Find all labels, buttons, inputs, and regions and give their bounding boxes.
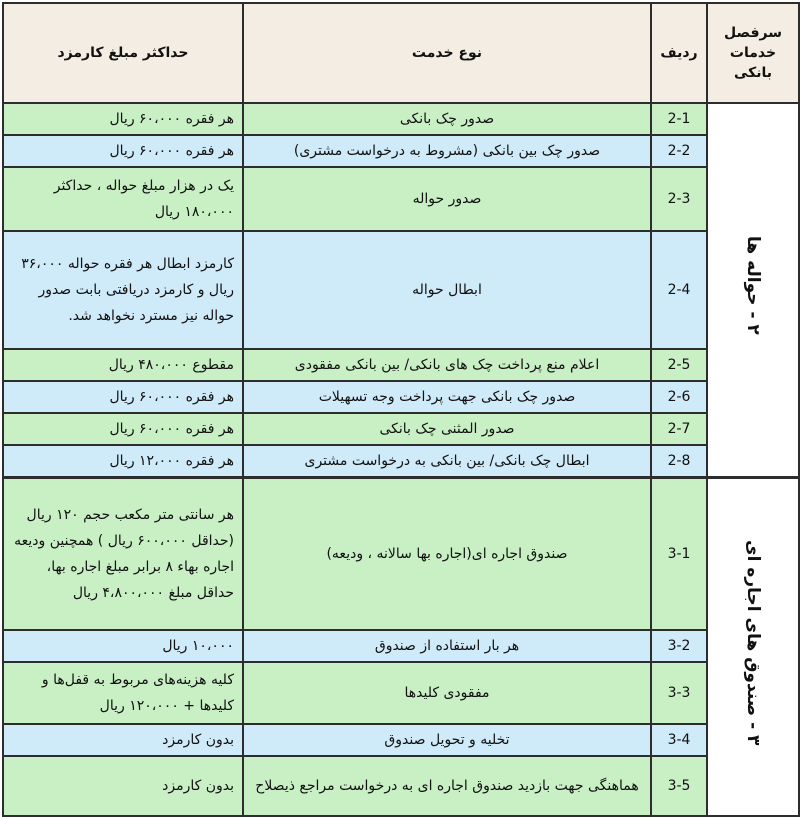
service-cell: مفقودی کلیدها — [243, 662, 651, 724]
table-row — [3, 381, 799, 413]
service-cell: هماهنگی جهت بازدید صندوق اجاره ای به درخواست مراجع ذیصلاح — [243, 756, 651, 816]
header-row — [3, 3, 799, 103]
category-label-2: ۲ - حواله ها — [743, 236, 763, 335]
fee-cell: هر فقره ۶۰،۰۰۰ ریال — [3, 381, 243, 413]
header-service: نوع خدمت — [243, 3, 651, 103]
service-cell: صندوق اجاره ای(اجاره بها سالانه ، ودیعه) — [243, 478, 651, 630]
row-id: 2-1 — [651, 103, 707, 135]
row-id: 3-3 — [651, 662, 707, 724]
table-row — [3, 103, 799, 135]
row-id: 3-1 — [651, 478, 707, 630]
header-fee: حداکثر مبلغ کارمزد — [3, 3, 243, 103]
fee-cell: بدون کارمزد — [3, 756, 243, 816]
service-cell: صدور چک بین بانکی (مشروط به درخواست مشتری) — [243, 135, 651, 167]
service-cell: اعلام منع پرداخت چک های بانکی/ بین بانکی مفقودی — [243, 349, 651, 381]
category-cell-2 — [707, 103, 799, 478]
header-category: سرفصل خدمات بانکی — [707, 3, 799, 103]
service-cell: تخلیه و تحویل صندوق — [243, 724, 651, 756]
service-cell: صدور حواله — [243, 167, 651, 231]
row-id: 2-7 — [651, 413, 707, 445]
table-row — [3, 756, 799, 816]
fee-cell: هر فقره ۱۲،۰۰۰ ریال — [3, 445, 243, 478]
row-id: 2-5 — [651, 349, 707, 381]
service-cell: صدور چک بانکی — [243, 103, 651, 135]
table-row — [3, 349, 799, 381]
table-row — [3, 445, 799, 478]
row-id: 2-6 — [651, 381, 707, 413]
table-row — [3, 662, 799, 724]
fee-cell: هر فقره ۶۰،۰۰۰ ریال — [3, 413, 243, 445]
row-id: 2-2 — [651, 135, 707, 167]
category-label-3: ۳ - صندوق های اجاره ای — [743, 539, 763, 745]
row-id: 2-4 — [651, 231, 707, 349]
fee-cell: کلیه هزینه‌های مربوط به قفل‌ها و کلیدها + ۱۲۰،۰۰۰ ریال — [3, 662, 243, 724]
bank-fee-table — [2, 2, 800, 817]
table-row — [3, 478, 799, 630]
table-row — [3, 167, 799, 231]
fee-cell: مقطوع ۴۸۰،۰۰۰ ریال — [3, 349, 243, 381]
table-row — [3, 413, 799, 445]
table-row — [3, 724, 799, 756]
row-id: 3-4 — [651, 724, 707, 756]
table-row — [3, 135, 799, 167]
service-cell: هر بار استفاده از صندوق — [243, 630, 651, 662]
fee-cell: بدون کارمزد — [3, 724, 243, 756]
fee-cell: یک در هزار مبلغ حواله ، حداکثر ۱۸۰،۰۰۰ ریال — [3, 167, 243, 231]
fee-cell: هر فقره ۶۰،۰۰۰ ریال — [3, 103, 243, 135]
header-row-number: ردیف — [651, 3, 707, 103]
service-cell: ابطال چک بانکی/ بین بانکی به درخواست مشتری — [243, 445, 651, 478]
row-id: 2-8 — [651, 445, 707, 478]
fee-cell: هر سانتی متر مکعب حجم ۱۲۰ ریال (حداقل ۶۰۰،۰۰۰ ریال ) همچنین ودیعه اجاره بهاء ۸ برابر مبلغ اجاره بها، حداقل مبلغ ۴،۸۰۰،۰۰۰ ریال — [3, 478, 243, 630]
table-row — [3, 231, 799, 349]
service-cell: ابطال حواله — [243, 231, 651, 349]
fee-cell: کارمزد ابطال هر فقره حواله ۳۶،۰۰۰ ریال و کارمزد دریافتی بابت صدور حواله نیز مسترد نخواهد شد. — [3, 231, 243, 349]
row-id: 3-2 — [651, 630, 707, 662]
fee-cell: ۱۰،۰۰۰ ریال — [3, 630, 243, 662]
service-cell: صدور المثنی چک بانکی — [243, 413, 651, 445]
table-row — [3, 630, 799, 662]
fee-cell: هر فقره ۶۰،۰۰۰ ریال — [3, 135, 243, 167]
service-cell: صدور چک بانکی جهت پرداخت وجه تسهیلات — [243, 381, 651, 413]
row-id: 3-5 — [651, 756, 707, 816]
row-id: 2-3 — [651, 167, 707, 231]
category-cell-3 — [707, 478, 799, 816]
